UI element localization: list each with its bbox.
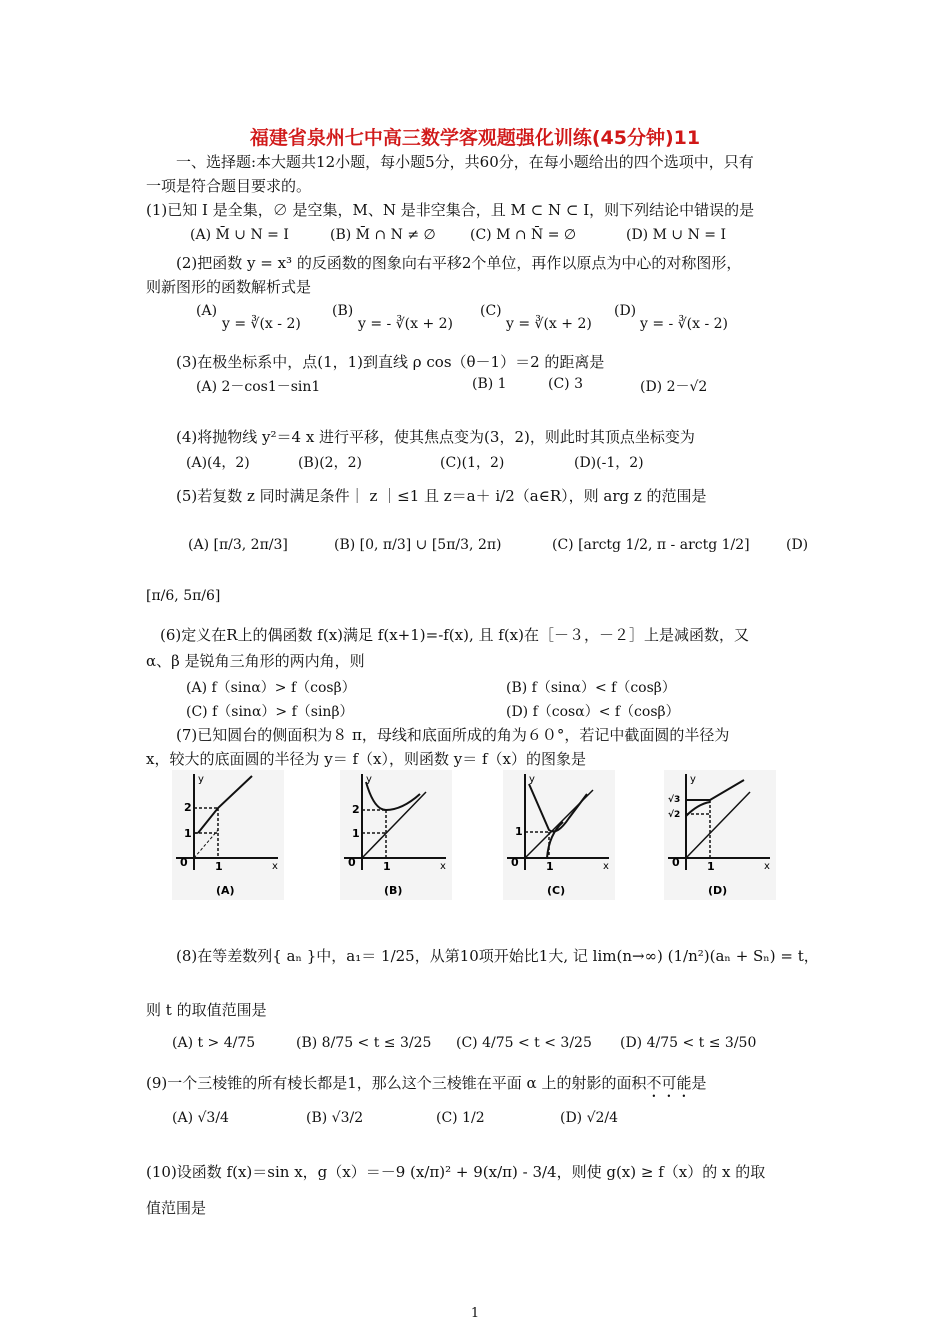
q8-stem-2: 则 t 的取值范围是 [146, 1001, 267, 1019]
q2-option-d-label: (D) [614, 303, 637, 319]
q9-option-c: (C) 1/2 [436, 1110, 485, 1126]
q5-option-d-label: (D) [786, 537, 809, 553]
q7-graph-b-origin: 0 [348, 856, 356, 869]
q2-option-b-label: (B) [332, 303, 354, 319]
page-number: 1 [470, 1306, 480, 1321]
q6-stem-2: α、β 是锐角三角形的两内角，则 [146, 652, 365, 670]
q2-option-c-label: (C) [480, 303, 502, 319]
q9-option-d: (D) √2/4 [560, 1110, 619, 1126]
q7-graph-c-tick-x: 1 [546, 860, 554, 873]
page-title: 福建省泉州七中高三数学客观题强化训练(45分钟)11 [249, 127, 701, 149]
q10-stem-1: (10)设函数 f(x)＝sin x，g（x）＝－9 (x/π)² + 9(x/π) - 3/4，则使 g(x) ≥ f（x）的 x 的取 [146, 1163, 766, 1181]
q6-option-b: (B) f（sinα）< f（cosβ） [506, 680, 676, 696]
q7-graph-b [340, 770, 452, 900]
q7-graph-c-ylab: y [529, 774, 535, 785]
q5-option-a: (A) [π/3, 2π/3] [188, 537, 288, 553]
q2-option-b: y = - ∛(x + 2) [358, 316, 453, 332]
q8-option-c: (C) 4/75 < t < 3/25 [456, 1035, 592, 1051]
q7-graph-b-tick-y-1: 1 [352, 827, 360, 840]
q4-option-b: (B)(2，2) [298, 455, 362, 471]
q7-graph-b-xlab: x [440, 861, 446, 872]
q7-stem-2: x，较大的底面圆的半径为 y＝ f（x），则函数 y＝ f（x）的图象是 [146, 750, 587, 768]
q7-graph-d [664, 770, 776, 900]
q7-graph-b-ylab: y [366, 774, 372, 785]
q8-option-b: (B) 8/75 < t ≤ 3/25 [296, 1035, 432, 1051]
q9-stem-pre: (9)一个三棱锥的所有棱长都是1，那么这个三棱锥在平面 α 上的射影的面积 [146, 1074, 647, 1092]
q7-graph-d-label: (D) [708, 884, 728, 897]
q7-graph-a-ylab: y [198, 774, 204, 785]
q2-option-a-label: (A) [196, 303, 218, 319]
q7-graph-a-label: (A) [216, 884, 235, 897]
q5-option-b: (B) [0, π/3] ∪ [5π/3, 2π) [334, 537, 502, 553]
q7-stem-1: (7)已知圆台的侧面积为８ π，母线和底面所成的角为６０°，若记中截面圆的半径为 [176, 726, 730, 744]
intro-line-1: 一、选择题:本大题共12小题，每小题5分，共60分，在每小题给出的四个选项中，只有 [176, 153, 754, 171]
q7-graph-c-xlab: x [603, 861, 609, 872]
q9-stem-emphasis: 不可能 [646, 1074, 692, 1092]
q7-graph-c-label: (C) [547, 884, 566, 897]
q5-stem: (5)若复数 z 同时满足条件｜ z ｜≤1 且 z＝a＋ i/2（a∈R），则 arg z 的范围是 [176, 487, 707, 505]
q2-stem-1: (2)把函数 y = x³ 的反函数的图象向右平移2个单位，再作以原点为中心的对称图形， [176, 254, 742, 272]
q5-option-c: (C) [arctg 1/2, π - arctg 1/2] [552, 537, 750, 553]
q7-graph-a-tick-x: 1 [215, 860, 223, 873]
q4-option-c: (C)(1，2) [440, 455, 505, 471]
q2-option-d: y = - ∛(x - 2) [640, 316, 728, 332]
q3-option-a: (A) 2－cos1－sin1 [196, 379, 321, 395]
q7-graph-d-ylab: y [690, 774, 696, 785]
q6-stem-1: (6)定义在R上的偶函数 f(x)满足 f(x+1)=-f(x), 且 f(x)在［－３，－２］上是减函数，又 [160, 626, 749, 644]
q7-graph-d-origin: 0 [672, 856, 680, 869]
q7-graph-a-xlab: x [272, 861, 278, 872]
q5-option-d: [π/6, 5π/6] [146, 588, 221, 604]
q9-stem [146, 1073, 707, 1101]
q7-graph-b-tick-x: 1 [383, 860, 391, 873]
q9-option-a: (A) √3/4 [172, 1110, 229, 1126]
q7-graph-a-tick-y-1: 1 [184, 827, 192, 840]
q8-option-d: (D) 4/75 < t ≤ 3/50 [620, 1035, 757, 1051]
q4-stem: (4)将抛物线 y²＝4 x 进行平移，使其焦点变为(3，2)，则此时其顶点坐标变为 [176, 428, 695, 446]
q7-graph-a-tick-y-2: 2 [184, 801, 192, 814]
q7-graph-c [503, 770, 615, 900]
q4-option-a: (A)(4，2) [186, 455, 250, 471]
q10-stem-2: 值范围是 [146, 1199, 207, 1217]
q1-option-b: (B) M̄ ∩ N ≠ ∅ [330, 227, 436, 243]
q7-graph-d-tick-x: 1 [707, 860, 715, 873]
q9-option-b: (B) √3/2 [306, 1110, 364, 1126]
q9-stem-post: 是 [691, 1074, 707, 1092]
q7-graph-d-tick-y-sqrt2: √2 [668, 810, 681, 820]
q1-option-c: (C) M ∩ N̄ = ∅ [470, 227, 577, 243]
q2-option-a: y = ∛(x - 2) [222, 316, 301, 332]
q2-option-c: y = ∛(x + 2) [506, 316, 592, 332]
q7-graph-d-tick-y-sqrt3: √3 [668, 795, 681, 805]
q6-option-a: (A) f（sinα）> f（cosβ） [186, 680, 356, 696]
q6-option-c: (C) f（sinα）> f（sinβ） [186, 704, 354, 720]
q8-option-a: (A) t > 4/75 [172, 1035, 256, 1051]
q1-option-a: (A) M̄ ∪ N = I [190, 227, 289, 243]
q3-stem: (3)在极坐标系中，点(1，1)到直线 ρ cos（θ－1）＝2 的距离是 [176, 353, 605, 371]
q3-option-d: (D) 2－√2 [640, 379, 708, 395]
q3-option-c: (C) 3 [548, 376, 583, 392]
q7-graph-a [172, 770, 284, 900]
q7-graph-c-origin: 0 [511, 856, 519, 869]
q2-stem-2: 则新图形的函数解析式是 [146, 278, 312, 296]
q1-stem: (1)已知 I 是全集，∅ 是空集，M、N 是非空集合，且 M ⊂ N ⊂ I，则下列结论中错误的是 [146, 201, 755, 219]
q1-option-d: (D) M ∪ N = I [626, 227, 726, 243]
q7-graph-d-xlab: x [764, 861, 770, 872]
q6-option-d: (D) f（cosα）< f（cosβ） [506, 704, 680, 720]
q3-option-b: (B) 1 [472, 376, 507, 392]
q7-graph-b-tick-y-2: 2 [352, 803, 360, 816]
intro-line-2: 一项是符合题目要求的。 [146, 177, 312, 195]
q7-graph-b-label: (B) [384, 884, 403, 897]
q7-graph-a-origin: 0 [180, 856, 188, 869]
q8-stem: (8)在等差数列{ aₙ }中，a₁＝ 1/25，从第10项开始比1大, 记 lim(n→∞) (1/n²)(aₙ + Sₙ) = t， [176, 947, 819, 965]
q7-graph-c-tick-y-1: 1 [515, 825, 523, 838]
q4-option-d: (D)(-1，2) [574, 455, 644, 471]
